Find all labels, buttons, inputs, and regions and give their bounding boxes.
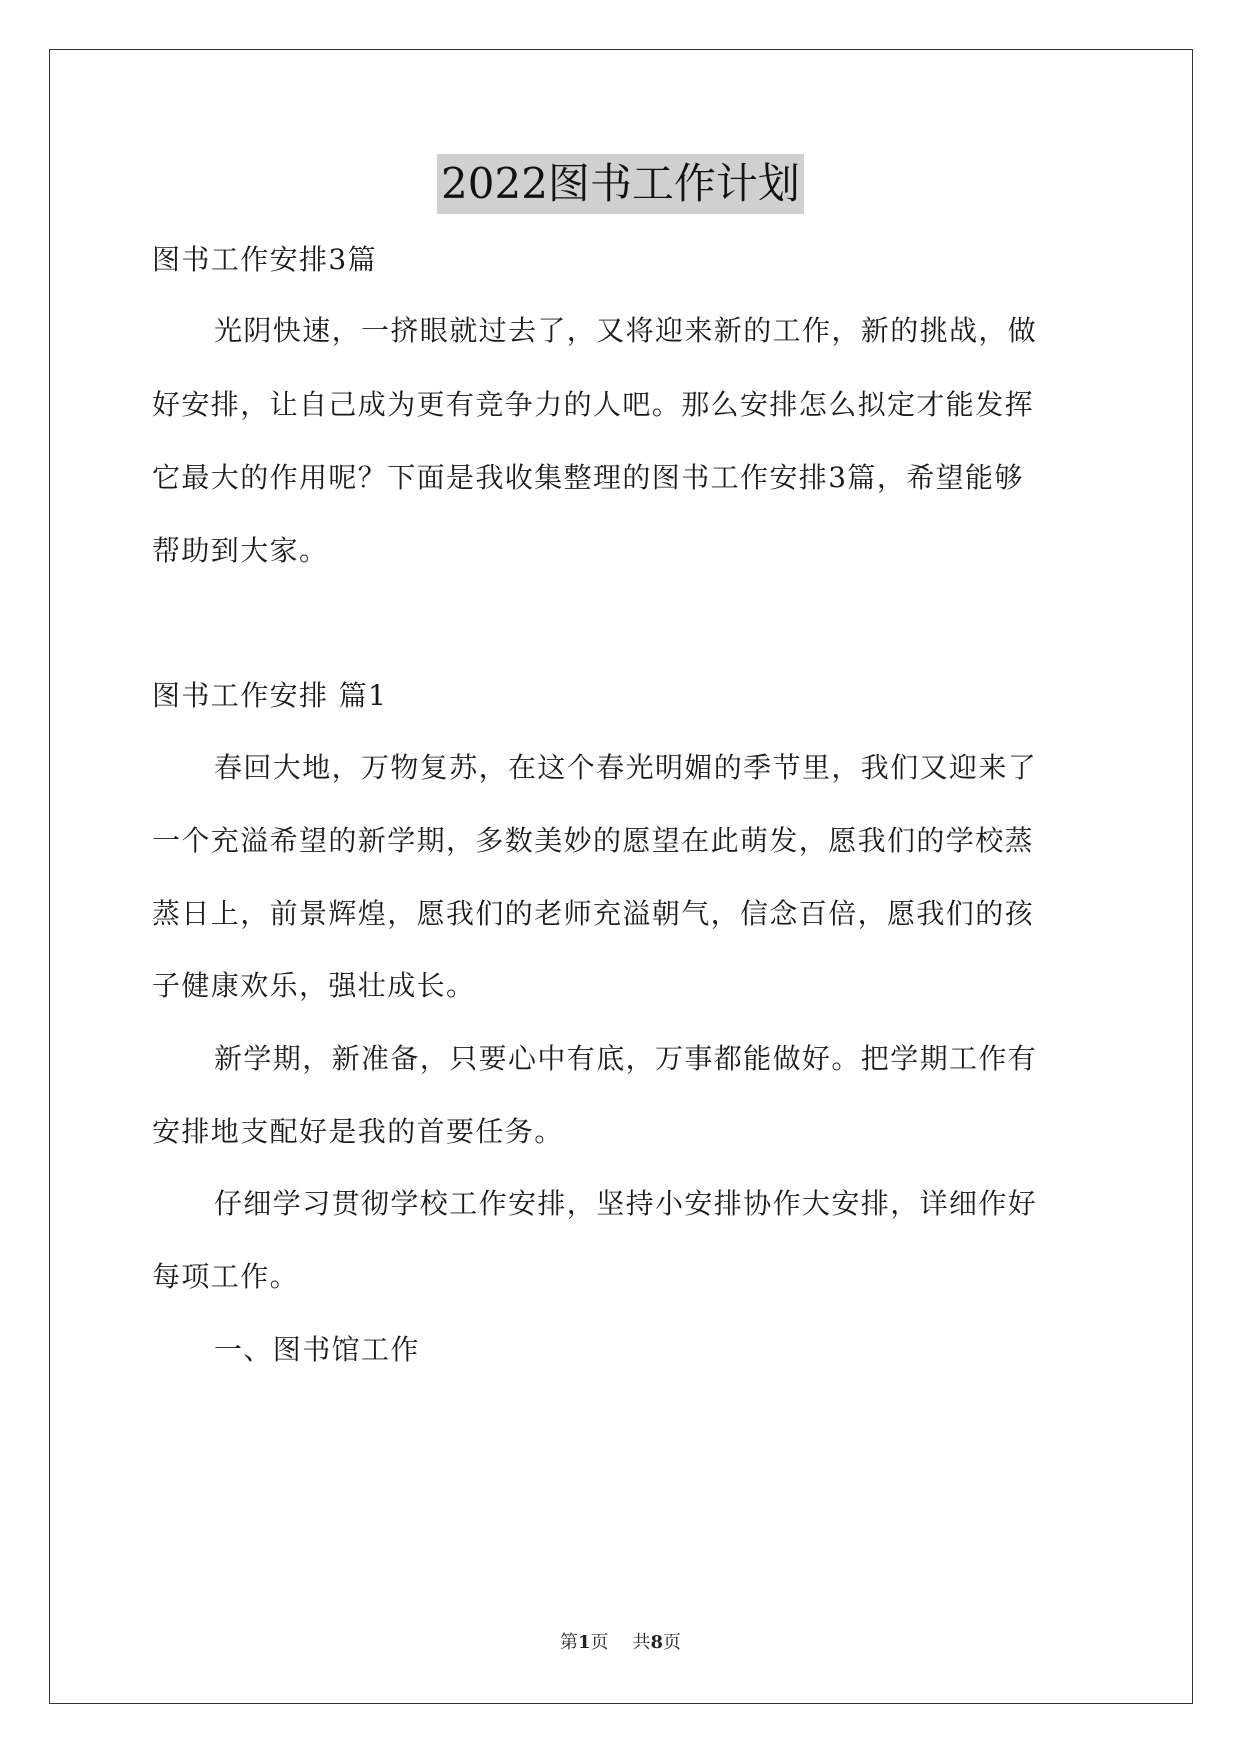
intro-line: 它最大的作用呢？下面是我收集整理的图书工作安排3篇，希望能够 bbox=[152, 461, 1024, 494]
paragraph-line: 子健康欢乐，强壮成长。 bbox=[152, 969, 476, 1002]
document-title: 2022图书工作计划 bbox=[437, 154, 804, 214]
paragraph-line: 每项工作。 bbox=[152, 1260, 300, 1293]
intro-line: 好安排，让自己成为更有竞争力的人吧。那么安排怎么拟定才能发挥 bbox=[152, 388, 1035, 421]
intro-line: 光阴快速，一挤眼就过去了，又将迎来新的工作，新的挑战，做 bbox=[214, 314, 1038, 347]
total-pages: 8 bbox=[650, 1632, 664, 1653]
subtitle: 图书工作安排3篇 bbox=[152, 243, 378, 276]
total-prefix: 共 bbox=[632, 1632, 651, 1653]
paragraph-line: 蒸日上，前景辉煌，愿我们的老师充溢朝气，信念百倍，愿我们的孩 bbox=[152, 897, 1035, 930]
list-item: 一、图书馆工作 bbox=[214, 1333, 420, 1366]
page-suffix: 页 bbox=[590, 1632, 609, 1653]
total-suffix: 页 bbox=[663, 1632, 682, 1653]
paragraph-line: 安排地支配好是我的首要任务。 bbox=[152, 1115, 564, 1148]
page-number: 1 bbox=[577, 1632, 591, 1653]
title-container bbox=[0, 154, 1241, 214]
paragraph-line: 仔细学习贯彻学校工作安排，坚持小安排协作大安排，详细作好 bbox=[214, 1187, 1038, 1220]
paragraph-line: 一个充溢希望的新学期，多数美妙的愿望在此萌发，愿我们的学校蒸 bbox=[152, 824, 1035, 857]
page-border bbox=[49, 49, 1193, 1704]
page-prefix: 第 bbox=[559, 1632, 578, 1653]
intro-line: 帮助到大家。 bbox=[152, 534, 329, 567]
page-footer bbox=[0, 1630, 1241, 1656]
paragraph-line: 春回大地，万物复苏，在这个春光明媚的季节里，我们又迎来了 bbox=[214, 751, 1038, 784]
paragraph-line: 新学期，新准备，只要心中有底，万事都能做好。把学期工作有 bbox=[214, 1042, 1038, 1075]
section-heading: 图书工作安排 篇1 bbox=[152, 679, 388, 712]
